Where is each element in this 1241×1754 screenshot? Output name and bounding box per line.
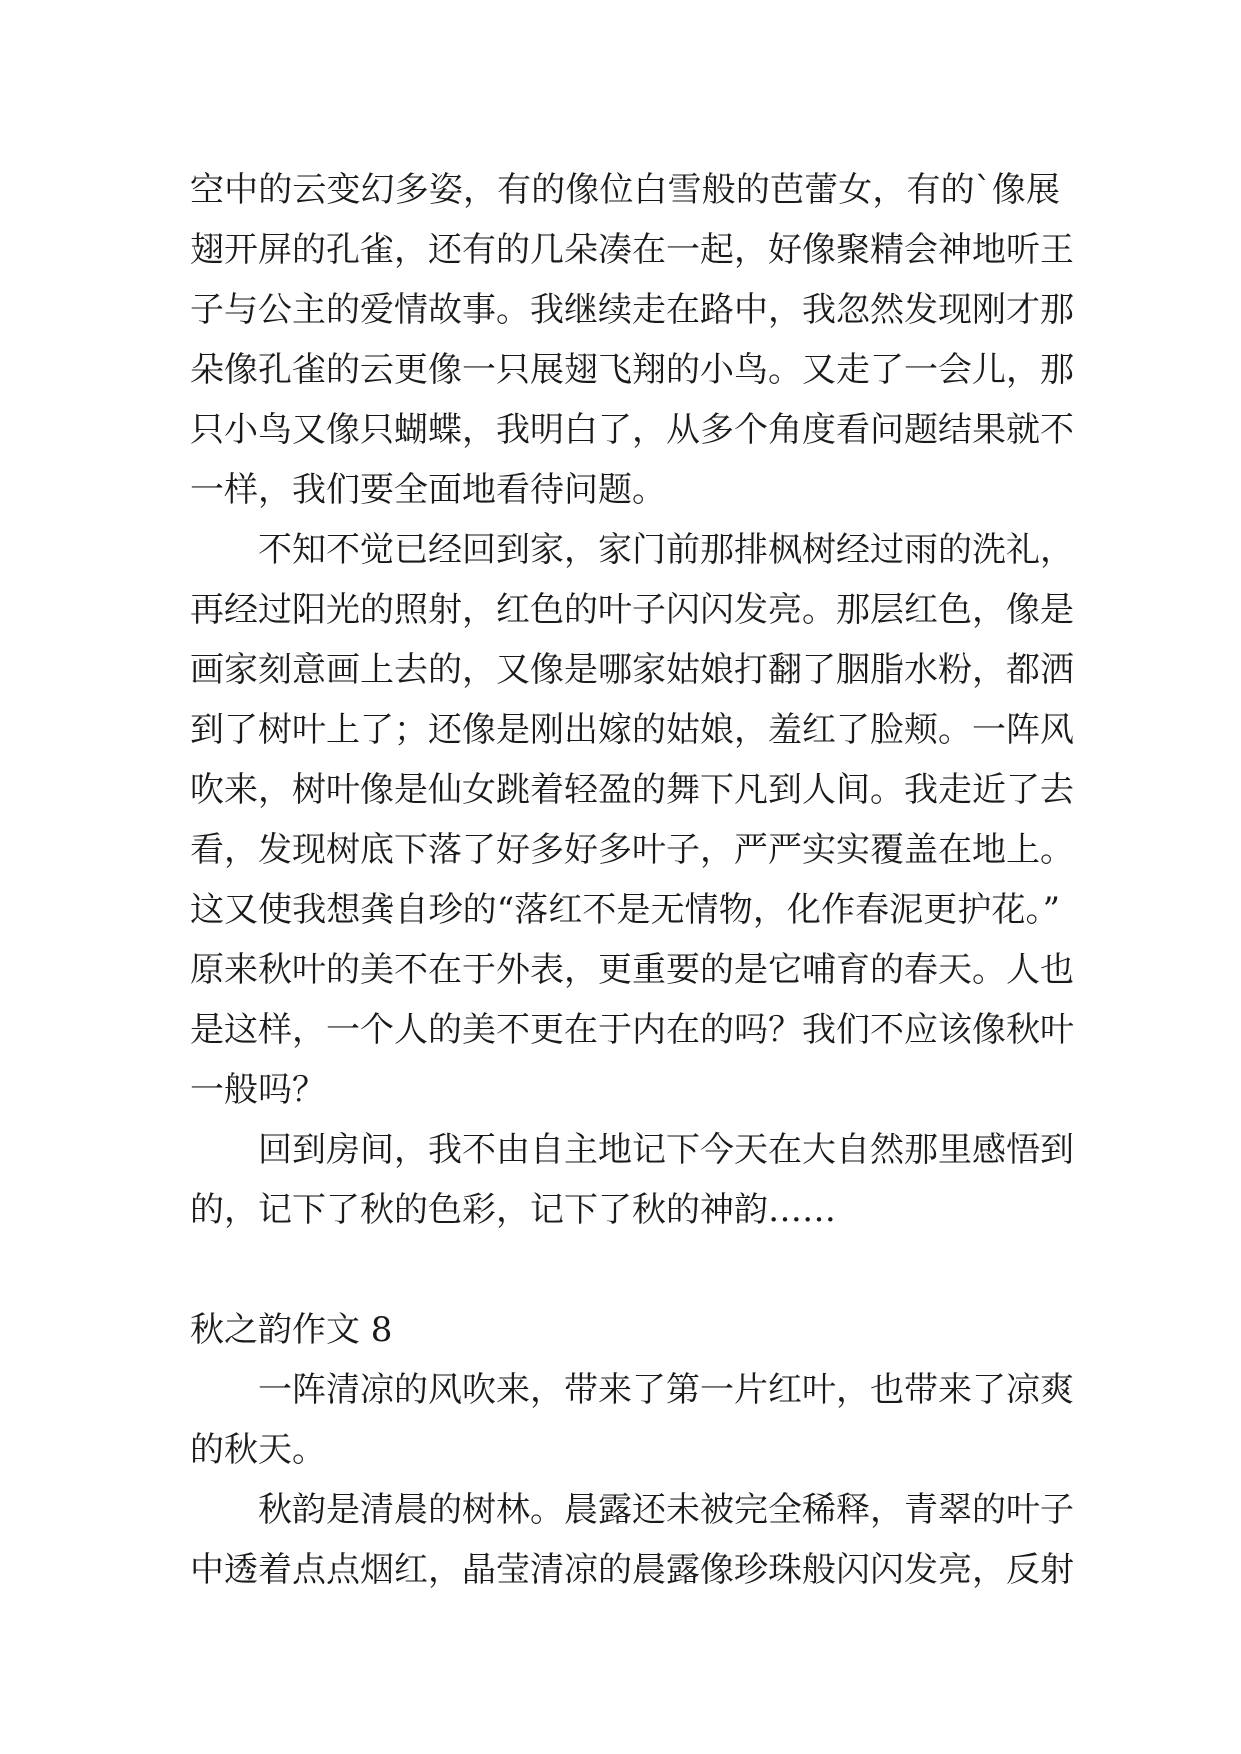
text-line: 不知不觉已经回到家，家门前那排枫树经过雨的洗礼， <box>258 530 1074 570</box>
paragraph <box>190 1480 1074 1600</box>
text-line: 一样，我们要全面地看待问题。 <box>190 470 666 510</box>
section-heading: 秋之韵作文 8 <box>190 1310 393 1350</box>
text-line: 朵像孔雀的云更像一只展翅飞翔的小鸟。又走了一会儿，那 <box>190 350 1074 390</box>
text-line: 再经过阳光的照射，红色的叶子闪闪发亮。那层红色，像是 <box>190 590 1074 630</box>
text-line: 到了树叶上了；还像是刚出嫁的姑娘，羞红了脸颊。一阵风 <box>190 710 1074 750</box>
text-line: 子与公主的爱情故事。我继续走在路中，我忽然发现刚才那 <box>190 290 1074 330</box>
text-line: 这又使我想龚自珍的“落红不是无情物，化作春泥更护花。” <box>190 890 1060 930</box>
text-line: 原来秋叶的美不在于外表，更重要的是它哺育的春天。人也 <box>190 950 1074 990</box>
text-line: 的秋天。 <box>190 1430 326 1470</box>
text-line: 看，发现树底下落了好多好多叶子，严严实实覆盖在地上。 <box>190 830 1074 870</box>
text-line: 空中的云变幻多姿，有的像位白雪般的芭蕾女，有的`像展 <box>190 170 1060 210</box>
paragraph-gap <box>190 1240 1060 1300</box>
text-line: 回到房间，我不由自主地记下今天在大自然那里感悟到 <box>258 1130 1074 1170</box>
text-line: 翅开屏的孔雀，还有的几朵凑在一起，好像聚精会神地听王 <box>190 230 1074 270</box>
text-line: 画家刻意画上去的，又像是哪家姑娘打翻了胭脂水粉，都洒 <box>190 650 1074 690</box>
document-body <box>190 160 1074 1600</box>
text-line: 中透着点点烟红，晶莹清凉的晨露像珍珠般闪闪发亮，反射 <box>190 1550 1074 1590</box>
text-line: 一阵清凉的风吹来，带来了第一片红叶，也带来了凉爽 <box>258 1370 1074 1410</box>
text-line: 秋韵是清晨的树林。晨露还未被完全稀释，青翠的叶子 <box>258 1490 1074 1530</box>
paragraph <box>190 160 1074 520</box>
paragraph <box>190 520 1074 1120</box>
paragraph <box>190 1120 1074 1240</box>
text-line: 一般吗？ <box>190 1070 326 1110</box>
text-line: 的，记下了秋的色彩，记下了秋的神韵…… <box>190 1190 836 1230</box>
text-line: 是这样，一个人的美不更在于内在的吗？我们不应该像秋叶 <box>190 1010 1074 1050</box>
text-line: 只小鸟又像只蝴蝶，我明白了，从多个角度看问题结果就不 <box>190 410 1074 450</box>
paragraph <box>190 1360 1074 1480</box>
text-line: 吹来，树叶像是仙女跳着轻盈的舞下凡到人间。我走近了去 <box>190 770 1074 810</box>
